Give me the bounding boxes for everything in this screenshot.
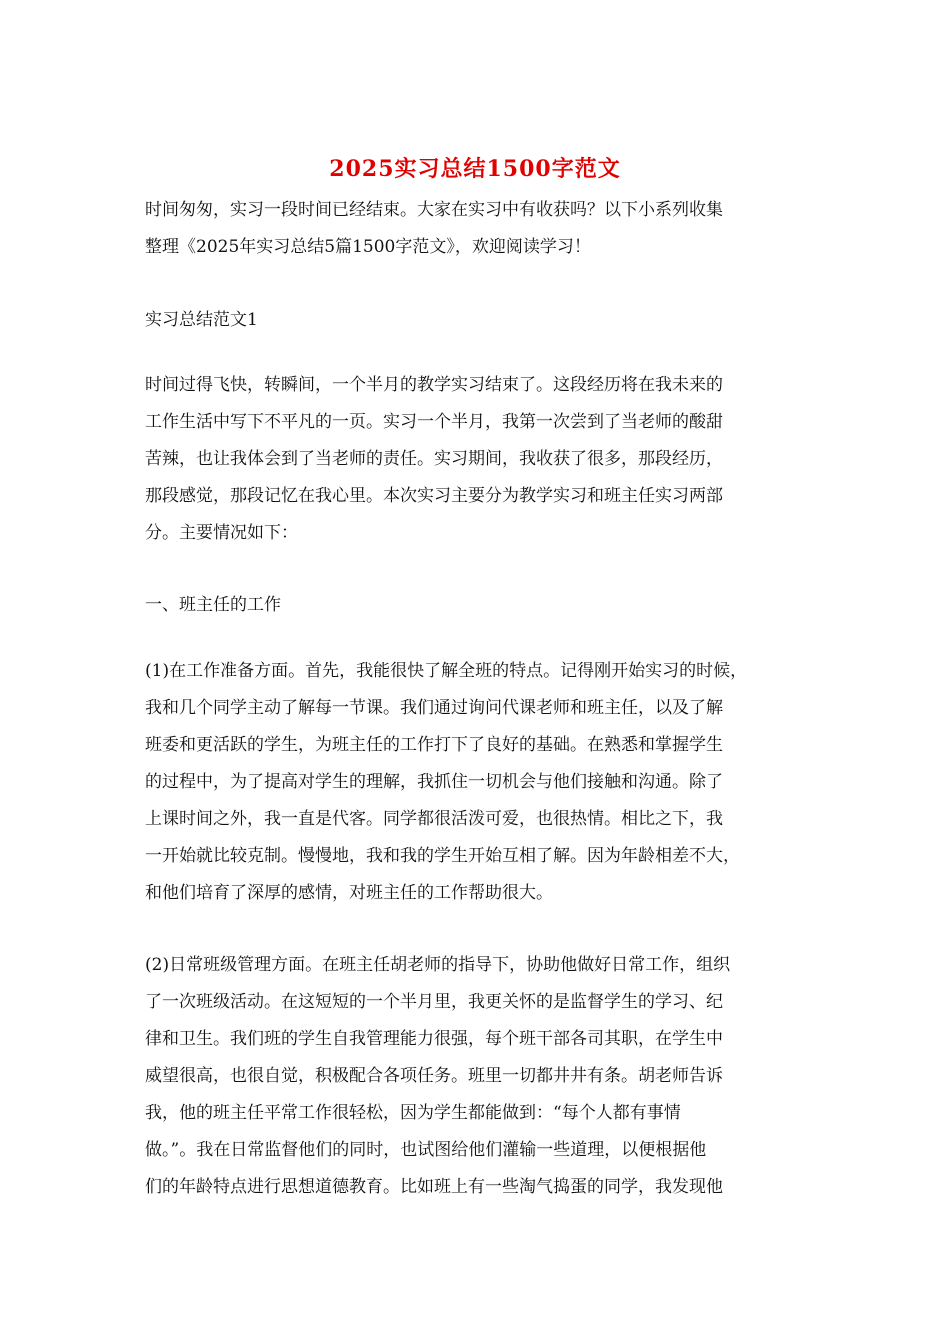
text-line: (2)日常班级管理方面。在班主任胡老师的指导下，协助他做好日常工作，组织 [145, 955, 731, 975]
text-line: 时间匆匆，实习一段时间已经结束。大家在实习中有收获吗？以下小系列收集 [145, 200, 723, 220]
text-line: 上课时间之外，我一直是代客。同学都很活泼可爱，也很热情。相比之下，我 [145, 809, 723, 829]
text-line: 了一次班级活动。在这短短的一个半月里，我更关怀的是监督学生的学习、纪 [145, 992, 723, 1012]
text-line: 班委和更活跃的学生，为班主任的工作打下了良好的基础。在熟悉和掌握学生 [145, 735, 723, 755]
text-line: 那段感觉，那段记忆在我心里。本次实习主要分为教学实习和班主任实习两部 [145, 486, 723, 506]
text-line: 威望很高，也很自觉，积极配合各项任务。班里一切都井井有条。胡老师告诉 [145, 1066, 723, 1086]
text-line: 工作生活中写下不平凡的一页。实习一个半月，我第一次尝到了当老师的酸甜 [145, 412, 723, 432]
text-line: 整理《2025年实习总结5篇1500字范文》，欢迎阅读学习！ [145, 237, 591, 257]
text-line: 时间过得飞快，转瞬间，一个半月的教学实习结束了。这段经历将在我未来的 [145, 375, 723, 395]
text-line: 律和卫生。我们班的学生自我管理能力很强，每个班干部各司其职，在学生中 [145, 1029, 723, 1049]
text-line: 分。主要情况如下： [145, 523, 298, 543]
text-line: 一开始就比较克制。慢慢地，我和我的学生开始互相了解。因为年龄相差不大， [145, 846, 740, 866]
text-line: 和他们培育了深厚的感情，对班主任的工作帮助很大。 [145, 883, 553, 903]
text-line: 我和几个同学主动了解每一节课。我们通过询问代课老师和班主任，以及了解 [145, 698, 723, 718]
text-line: 苦辣，也让我体会到了当老师的责任。实习期间，我收获了很多，那段经历， [145, 449, 723, 469]
text-line: 我，他的班主任平常工作很轻松，因为学生都能做到：“每个人都有事情 [145, 1103, 681, 1123]
text-line: (1)在工作准备方面。首先，我能很快了解全班的特点。记得刚开始实习的时候， [145, 661, 748, 681]
section-heading: 实习总结范文1 [145, 310, 258, 330]
section-heading: 一、班主任的工作 [145, 595, 281, 615]
document-title: 2025实习总结1500字范文 [329, 156, 621, 182]
text-line: 的过程中，为了提高对学生的理解，我抓住一切机会与他们接触和沟通。除了 [145, 772, 723, 792]
text-line: 们的年龄特点进行思想道德教育。比如班上有一些淘气捣蛋的同学，我发现他 [145, 1177, 723, 1197]
text-line: 做。”。我在日常监督他们的同时，也试图给他们灌输一些道理，以便根据他 [145, 1140, 707, 1160]
